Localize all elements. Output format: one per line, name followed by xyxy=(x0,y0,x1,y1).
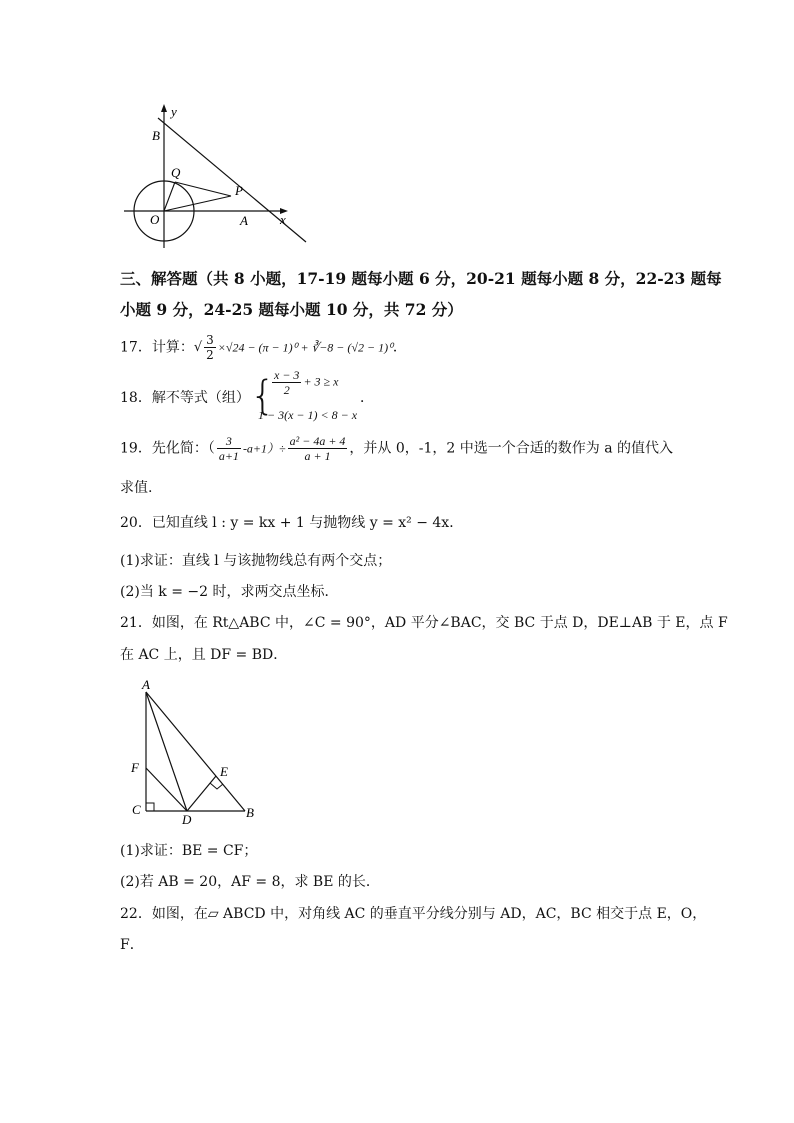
q18-line1 xyxy=(270,368,338,397)
q19-frac2-num: a² − 4a + 4 xyxy=(289,434,346,448)
segment-de xyxy=(187,776,216,811)
question-22-line2: F． xyxy=(120,937,144,953)
segment-oq xyxy=(164,182,175,211)
right-angle-e xyxy=(210,783,223,789)
q18-line2: 1 − 3(x − 1) < 8 − x xyxy=(258,408,358,422)
q17-prefix: 17．计算： xyxy=(120,339,194,356)
q17-expression: ×√24 − (π − 1)⁰ + ∛−8 − (√2 − 1)⁰ xyxy=(217,340,393,355)
y-axis-arrow xyxy=(161,104,167,112)
label-c: C xyxy=(132,802,141,817)
q18-line1-den: 2 xyxy=(283,383,290,397)
segment-qp xyxy=(175,182,231,196)
segment-ad xyxy=(146,692,187,811)
label-a: A xyxy=(240,213,248,228)
q19-suffix: ，并从 0，-1，2 中选一个合适的数作为 a 的值代入 xyxy=(349,440,674,457)
figure-right-triangle xyxy=(128,678,268,828)
label-b: B xyxy=(246,805,254,820)
label-f: F xyxy=(131,760,139,775)
question-20-part1: (1)求证：直线 l 与该抛物线总有两个交点； xyxy=(120,553,392,569)
question-22-line1: 22．如图，在▱ ABCD 中，对角线 AC 的垂直平分线分别与 AD，AC，BC 相交于点 E，O， xyxy=(120,906,707,922)
segment-ab xyxy=(146,692,245,811)
label-b: B xyxy=(152,128,160,143)
right-angle-c xyxy=(146,803,154,811)
label-o: O xyxy=(150,212,160,227)
q18-line1-rest: + 3 ≥ x xyxy=(303,374,339,389)
q17-frac-den: 2 xyxy=(206,348,214,362)
q18-end: ． xyxy=(360,390,374,406)
label-p: P xyxy=(235,183,243,198)
question-18-prefix: 18．解不等式（组） xyxy=(120,390,250,406)
q19-frac2-den: a + 1 xyxy=(304,449,331,463)
q19-prefix: 19．先化简：（ xyxy=(120,440,215,457)
question-17 xyxy=(120,333,407,362)
label-e: E xyxy=(220,764,228,779)
question-20-part2: (2)当 k = −2 时，求两交点坐标． xyxy=(120,584,339,600)
q19-frac1-num: 3 xyxy=(217,434,241,449)
question-19-line2: 求值. xyxy=(120,480,153,496)
label-y: y xyxy=(171,104,177,119)
q19-mid: -a+1）÷ xyxy=(242,441,286,456)
q17-sqrt-fraction: √ $\frac{3}{2}$ xyxy=(193,333,214,362)
q17-frac-num: 3 xyxy=(206,333,214,347)
section-title-line1: 三、解答题（共 8 小题，17-19 题每小题 6 分，20-21 题每小题 8 分，22-23 题每 xyxy=(120,269,722,288)
question-20-line1: 20．已知直线 l : y = kx + 1 与抛物线 y = x² − 4x． xyxy=(120,515,464,531)
label-x: x xyxy=(280,212,286,227)
q17-end: ． xyxy=(392,339,407,356)
question-21-line1: 21．如图，在 Rt△ABC 中，∠C = 90°，AD 平分∠BAC，交 BC 于点 D，DE⊥AB 于 E，点 F xyxy=(120,615,728,631)
q18-line1-num: x − 3 xyxy=(274,368,300,382)
segment-op xyxy=(164,196,231,211)
question-21-part1: (1)求证：BE = CF； xyxy=(120,843,258,859)
label-q: Q xyxy=(171,165,181,180)
q19-frac1-den: a+1 xyxy=(218,449,239,463)
figure-circle-coordinate xyxy=(118,100,318,260)
segment-fd xyxy=(146,768,187,811)
question-19-line1 xyxy=(120,434,673,463)
question-21-line2: 在 AC 上，且 DF = BD． xyxy=(120,647,288,663)
q18-brace: { xyxy=(250,373,276,419)
section-title-line2: 小题 9 分，24-25 题每小题 10 分，共 72 分） xyxy=(120,300,463,319)
label-d: D xyxy=(182,812,192,827)
label-a: A xyxy=(142,678,150,692)
question-21-part2: (2)若 AB = 20，AF = 8，求 BE 的长． xyxy=(120,874,380,890)
